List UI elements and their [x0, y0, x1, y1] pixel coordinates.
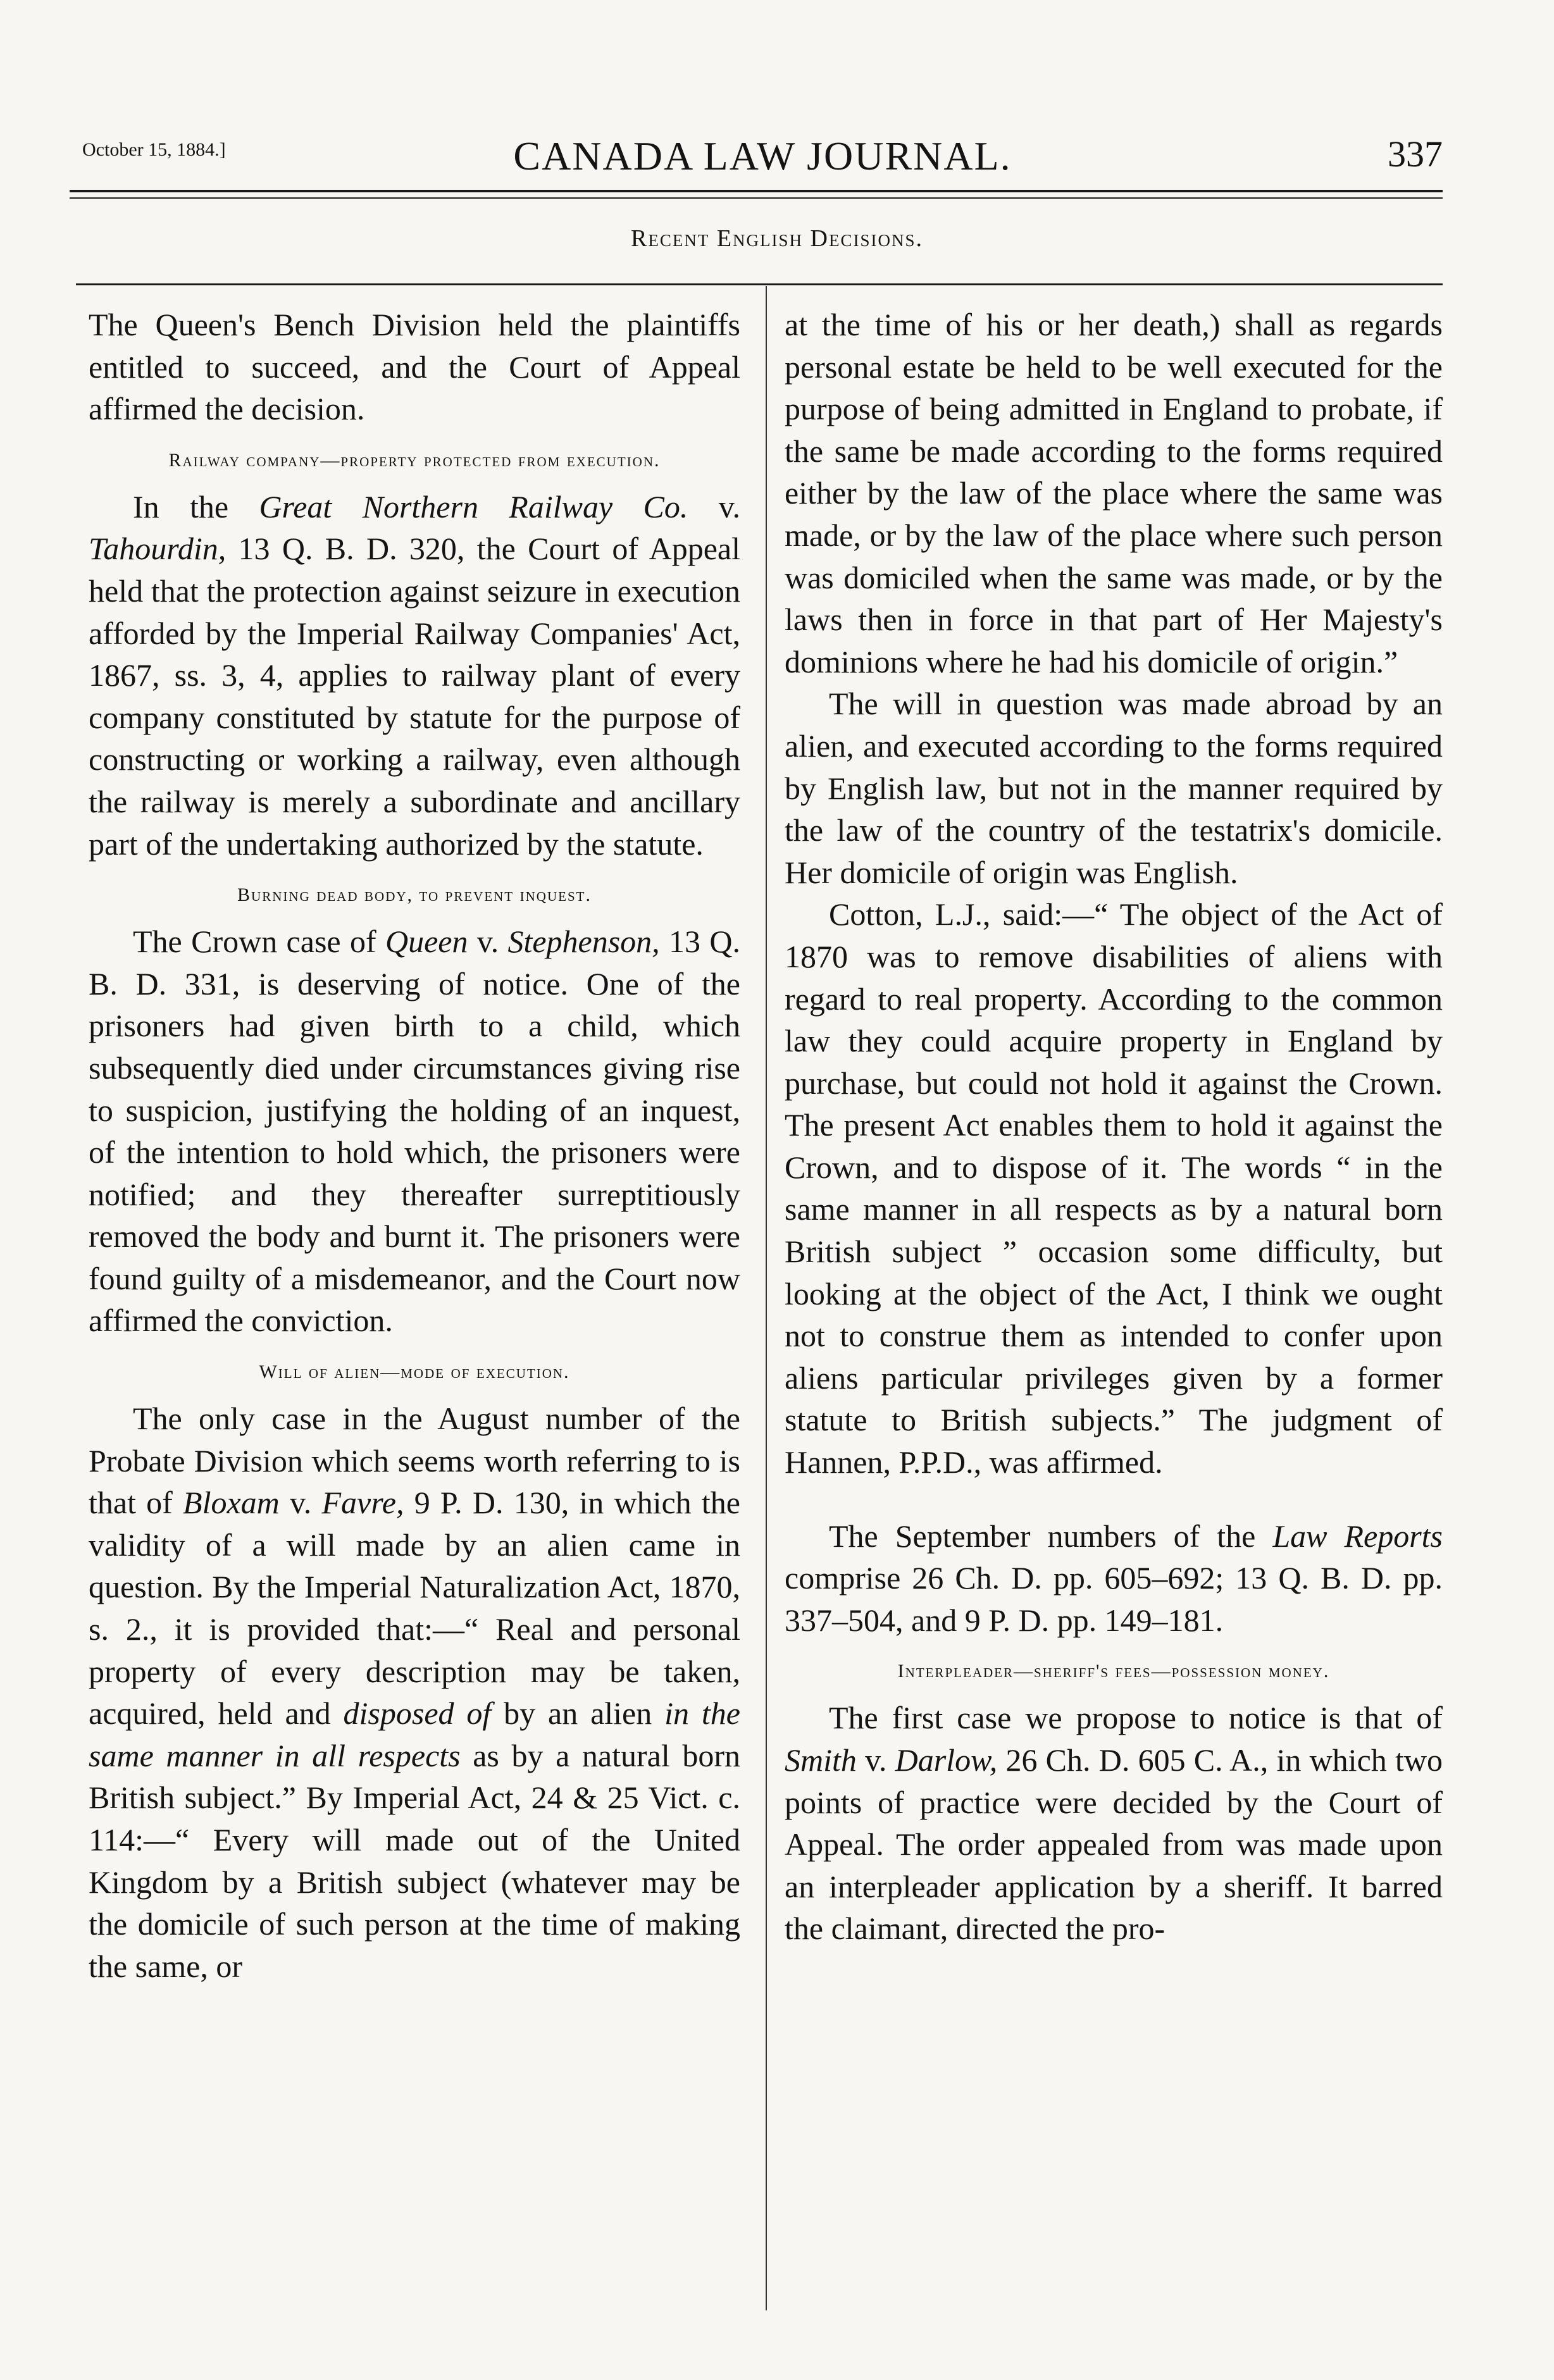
running-section-title: Recent English Decisions.	[631, 225, 923, 252]
paragraph: at the time of his or her death,) shall as regards personal estate be held to be well executed for the purpose of being admitted in England to probate, if the same be made according to the forms required either by the law of the place where the same was made, or by the law of the place where such person was domiciled when the same was made, or by the laws then in force in that part of Her Majesty's dominions where he had his domicile of origin.”	[785, 307, 1443, 679]
section-heading: Interpleader—sheriff's fees—possession money.	[897, 1661, 1330, 1682]
emphasis: Law Reports	[1272, 1518, 1443, 1554]
paragraph: The only case in the August number of the Probate Division which seems worth referring to is that of Bloxam v. Favre, 9 P. D. 130, in which the validity of a will made by an alien came in question. By the Imperial Naturalization Act, 1870, s. 2., it is provided that:—“ Real and personal property of every description may be taken, acquired, held and disposed of by an alien in the same manner in all respects as by a natural born British subject.” By Imperial Act, 24 & 25 Vict. c. 114:—“ Every will made out of the United Kingdom by a British subject (whatever may be the domicile of such person at the time of making the same, or	[89, 1401, 740, 1984]
journal-title: CANADA LAW JOURNAL.	[513, 133, 1012, 178]
header-rule-thin	[70, 197, 1443, 199]
section-heading: Burning dead body, to prevent inquest.	[237, 884, 592, 906]
paragraph: The Crown case of Queen v. Stephenson, 13 Q. B. D. 331, is deserving of notice. One of the prisoners had given birth to a child, which subsequently died under circumstances giving rise to suspicion, justifying the holding of an inquest, of the intention to hold which, the prisoners were notified; and they thereafter surreptitiously removed the body and burnt it. The prisoners were found guilty of a misdemeanor, and the Court now affirmed the conviction.	[89, 924, 740, 1339]
right-column	[785, 304, 1443, 1950]
issue-date: October 15, 1884.]	[82, 139, 226, 160]
page-header	[82, 133, 1443, 183]
emphasis: disposed of	[343, 1695, 492, 1732]
case-party: Tahourdin,	[89, 531, 227, 567]
case-party: Stephenson,	[507, 924, 660, 960]
paragraph: Cotton, L.J., said:—“ The object of the Act of 1870 was to remove disabilities of aliens with regard to real property. According to the common law they could acquire property in England by purchase, but could not hold it against the Crown. The present Act enables them to hold it against the Crown, and to dispose of it. The words “ in the same manner in all respects as by a natural born British subject ” occasion some difficulty, but looking at the object of the Act, I think we ought not to construe them as intended to confer upon aliens particular privileges given by a former statute to British subjects.” The judgment of Hannen, P.P.D., was affirmed.	[785, 896, 1443, 1480]
paragraph: The Queen's Bench Division held the plaintiffs entitled to succeed, and the Court of Appeal affirmed the decision.	[89, 307, 740, 427]
case-name: Great Northern Railway Co.	[259, 488, 688, 524]
section-heading: Will of alien—mode of execution.	[259, 1361, 570, 1383]
case-party: Darlow,	[895, 1742, 998, 1778]
case-name: Smith	[785, 1742, 857, 1778]
section-heading: Railway company—property protected from execution.	[168, 449, 661, 471]
paragraph: In the Great Northern Railway Co. v. Tahourdin, 13 Q. B. D. 320, the Court of Appeal held that the protection against seizure in execution afforded by the Imperial Railway Companies' Act, 1867, ss. 3, 4, applies to railway plant of every company constituted by statute for the purpose of constructing or working a railway, even although the railway is merely a subordinate and ancillary part of the undertaking authorized by the statute.	[89, 488, 740, 862]
column-divider	[766, 286, 767, 2310]
case-party: Favre,	[321, 1485, 404, 1521]
page-number: 337	[1388, 133, 1443, 175]
emphasis: in the same manner in all respects	[89, 1695, 740, 1773]
case-name: Queen	[385, 924, 468, 960]
paragraph: The will in question was made abroad by an alien, and executed according to the forms required by English law, but not in the manner required by the law of the country of the testatrix's domicile. Her domicile of origin was English.	[785, 686, 1443, 890]
paragraph: The first case we propose to notice is that of Smith v. Darlow, 26 Ch. D. 605 C. A., in which two points of practice were decided by the Court of Appeal. The order appealed from was made upon an interpleader application by a sheriff. It barred the claimant, directed the pro-	[785, 1700, 1443, 1947]
paragraph: The September numbers of the Law Reports comprise 26 Ch. D. pp. 605–692; 13 Q. B. D. pp. 337–504, and 9 P. D. pp. 149–181.	[785, 1518, 1443, 1638]
left-column	[89, 304, 740, 1987]
section-rule	[76, 283, 1443, 285]
case-name: Bloxam	[183, 1485, 280, 1521]
header-rule-thick	[70, 190, 1443, 192]
